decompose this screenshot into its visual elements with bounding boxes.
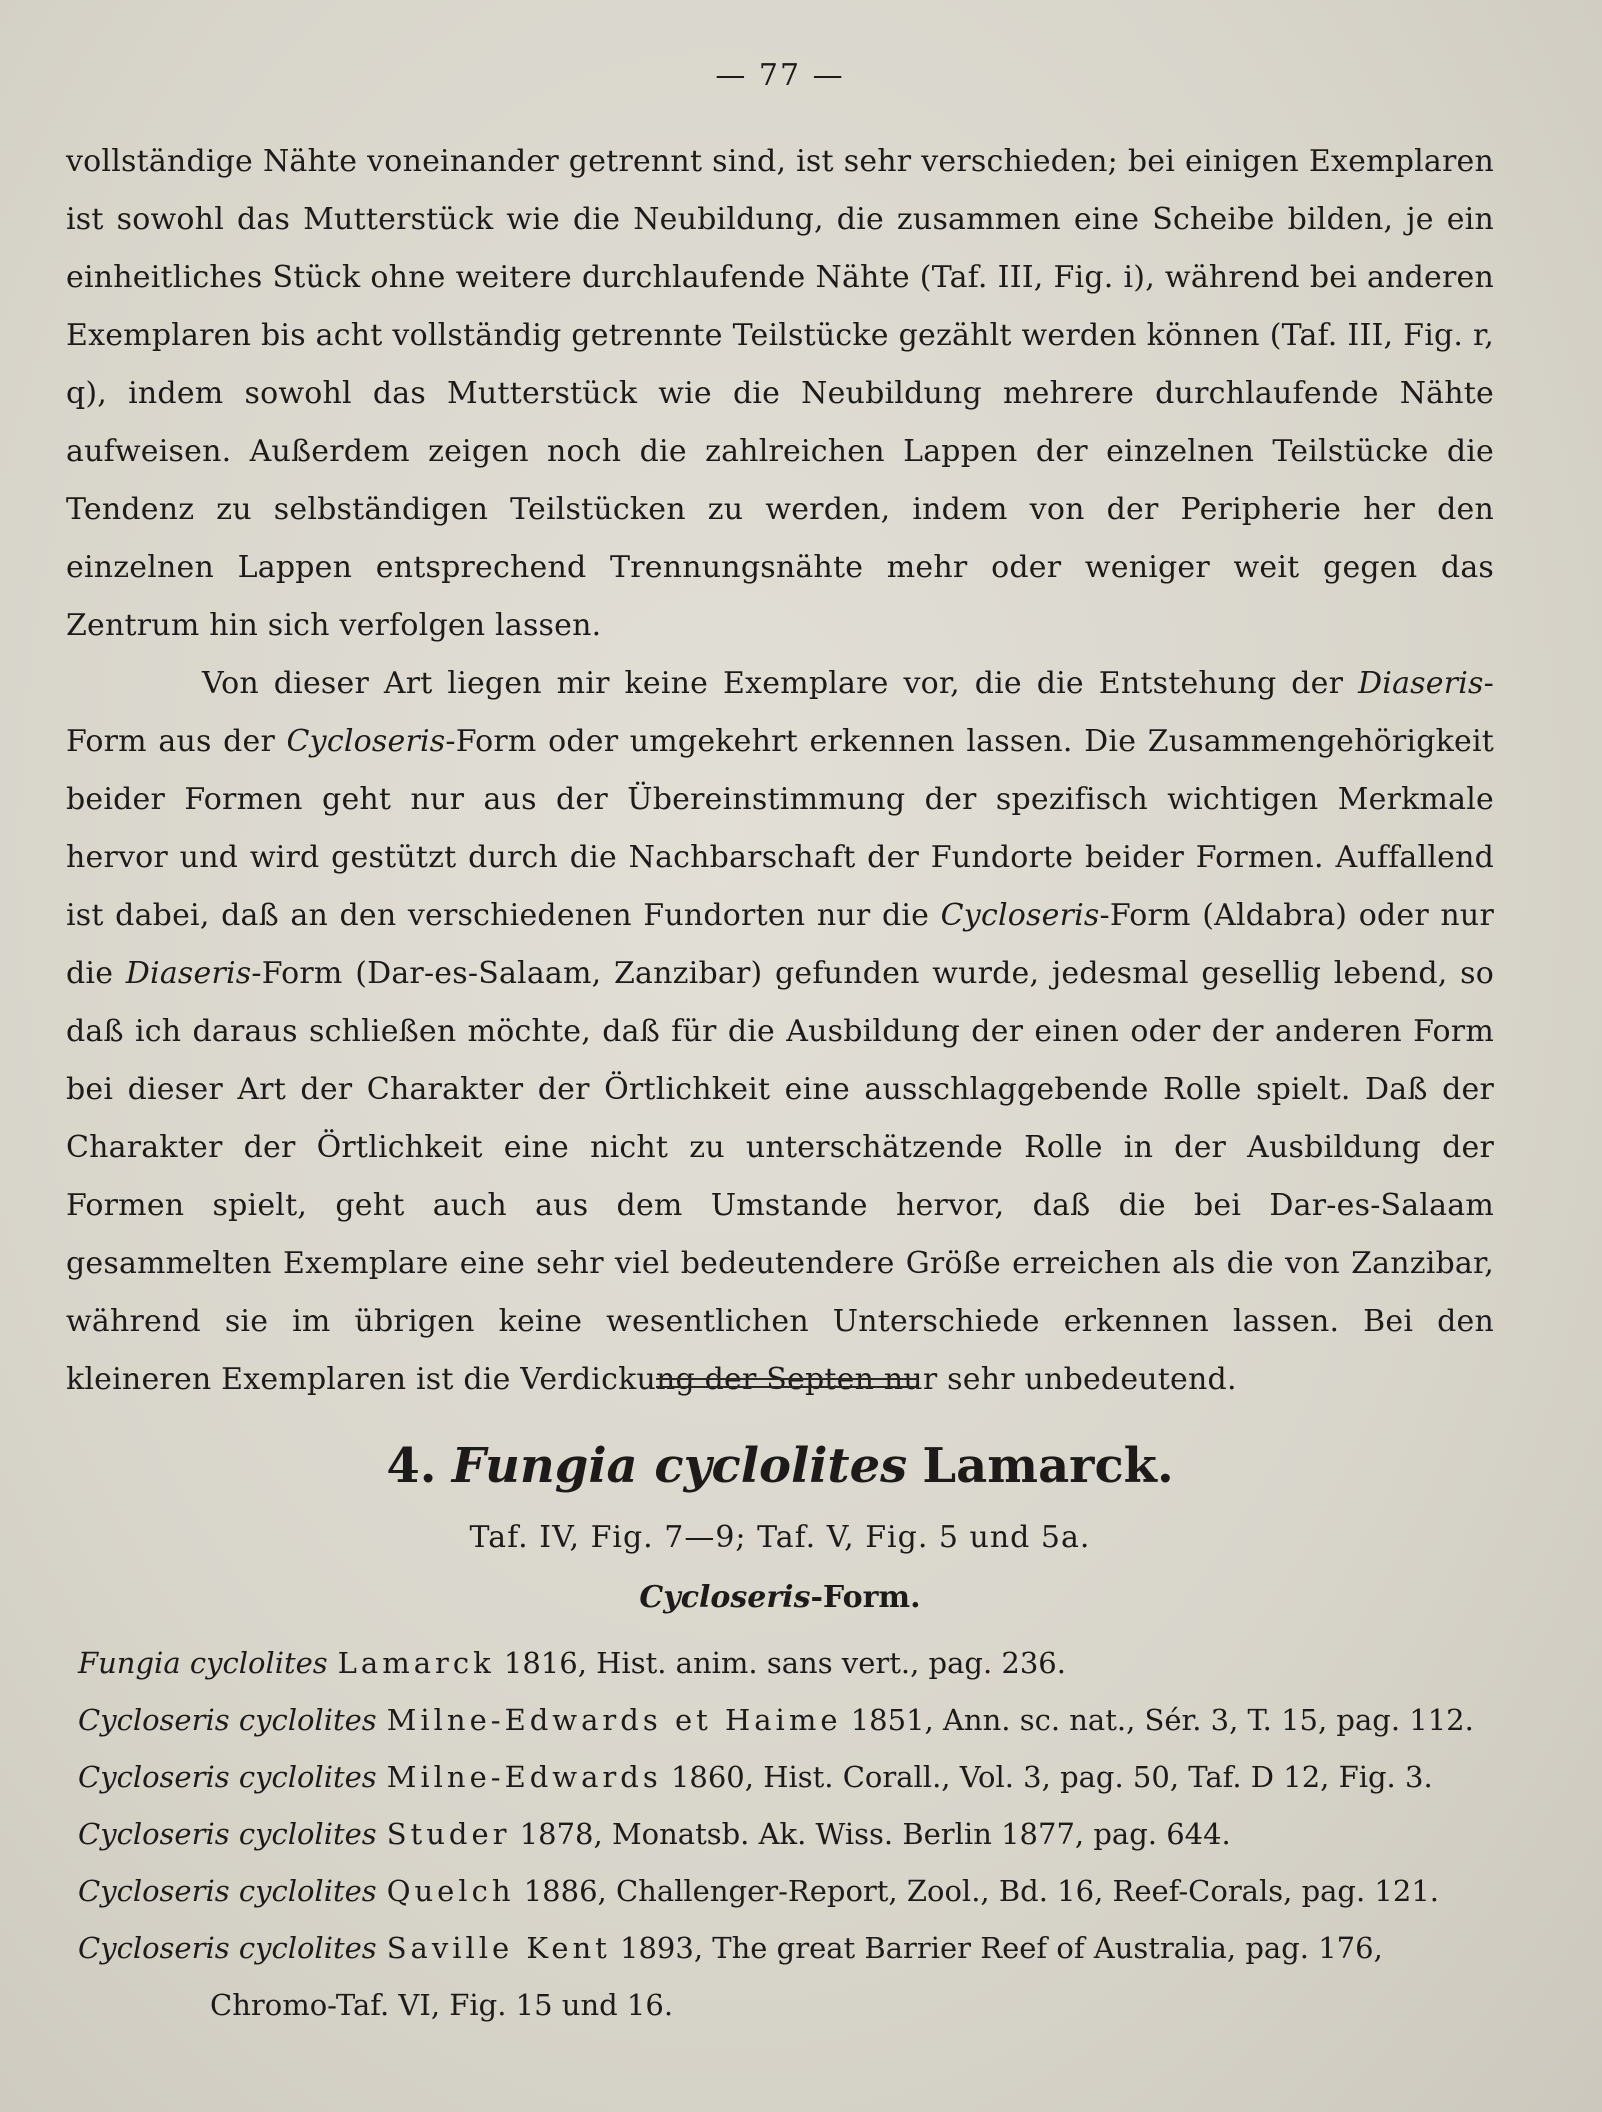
text-run: -Form aus der <box>66 666 1494 759</box>
synonym-name: Cycloseris cyclolites <box>78 1931 377 1965</box>
taxon-name: Cycloseris <box>286 724 446 759</box>
taxon-name: Diaseris <box>1358 666 1484 701</box>
synonym-citation: 1851, Ann. sc. nat., Sér. 3, T. 15, pag. 112. <box>850 1703 1474 1737</box>
synonymy-list <box>78 1635 1498 2034</box>
section-heading <box>0 1438 1560 1494</box>
synonymy-entry <box>78 1692 1498 1749</box>
synonym-name: Cycloseris cyclolites <box>78 1874 377 1908</box>
synonym-author: Milne-Edwards et Haime <box>386 1703 842 1737</box>
synonym-citation: 1886, Challenger-Report, Zool., Bd. 16, Reef-Corals, pag. 121. <box>523 1874 1439 1908</box>
species-name: Fungia cyclolites <box>451 1438 908 1494</box>
species-author: Lamarck. <box>922 1438 1174 1494</box>
synonymy-entry <box>78 1920 1498 1977</box>
plate-references: Taf. IV, Fig. 7—9; Taf. V, Fig. 5 und 5a. <box>469 1520 1091 1555</box>
synonym-citation: 1860, Hist. Corall., Vol. 3, pag. 50, Taf. D 12, Fig. 3. <box>670 1760 1433 1794</box>
synonym-author: Studer <box>386 1817 511 1851</box>
text-run: -Form oder umgekehrt erkennen lassen. Die Zusammengehörigkeit beider Formen geht nur aus der Übereinstimmung der spezifisch wichtigen Merkmale hervor und wird gestützt durch die Nachbarschaft der Fundorte beider Formen. Auffallend ist dabei, daß an den verschiedenen Fundorten nur die <box>66 724 1494 933</box>
synonymy-entry <box>78 1863 1498 1920</box>
form-suffix: -Form. <box>810 1580 921 1615</box>
taxon-name: Cycloseris <box>940 898 1100 933</box>
section-divider <box>656 1378 918 1388</box>
form-title <box>0 1580 1560 1615</box>
synonym-citation: 1878, Monatsb. Ak. Wiss. Berlin 1877, pag. 644. <box>519 1817 1231 1851</box>
synonym-author: Milne-Edwards <box>386 1760 662 1794</box>
paragraph-1-text: vollständige Nähte voneinander getrennt sind, ist sehr verschieden; bei einigen Exemplaren ist sowohl das Mutterstück wie die Neubildung, die zusammen eine Scheibe bilden, je ein einheitliches Stück ohne weitere durchlaufende Nähte (Taf. III, Fig. i), während bei anderen Exemplaren bis acht vollständig getrennte Teilstücke gezählt werden können (Taf. III, Fig. r, q), indem sowohl das Mutterstück wie die Neubildung mehrere durchlaufende Nähte aufweisen. Außerdem zeigen noch die zahlreichen Lappen der einzelnen Teilstücke die Tendenz zu selbständigen Teilstücken zu werden, indem von der Peripherie her den einzelnen Lappen entsprechend Trennungsnähte mehr oder weniger weit gegen das Zentrum hin sich verfolgen lassen. <box>66 144 1494 643</box>
text-run: -Form (Aldabra) oder nur die <box>66 898 1494 991</box>
synonymy-entry <box>78 1749 1498 1806</box>
section-number: 4. <box>386 1438 437 1494</box>
synonym-citation: 1893, The great Barrier Reef of Australia, pag. 176, <box>620 1931 1383 1965</box>
page-number: — 77 — <box>715 58 845 93</box>
synonym-name: Cycloseris cyclolites <box>78 1817 377 1851</box>
synonym-name: Fungia cyclolites <box>78 1646 328 1680</box>
text-run: Von dieser Art liegen mir keine Exemplare vor, die die Entstehung der <box>202 666 1359 701</box>
synonym-author: Lamarck <box>337 1646 495 1680</box>
synonym-citation: 1816, Hist. anim. sans vert., pag. 236. <box>503 1646 1066 1680</box>
synonymy-entry <box>78 1806 1498 1863</box>
paragraph-2 <box>66 655 1494 1409</box>
synonym-author: Saville Kent <box>386 1931 611 1965</box>
taxon-name: Diaseris <box>125 956 252 991</box>
body-text <box>66 133 1494 1409</box>
synonym-author: Quelch <box>386 1874 515 1908</box>
synonymy-entry <box>78 1635 1498 1692</box>
synonym-name: Cycloseris cyclolites <box>78 1703 377 1737</box>
synonym-name: Cycloseris cyclolites <box>78 1760 377 1794</box>
text-run: -Form (Dar-es-Salaam, Zanzibar) gefunden wurde, jedesmal gesellig lebend, so daß ich daraus schließen möchte, daß für die Ausbildung der einen oder der anderen Form bei dieser Art der Charakter der Örtlichkeit eine ausschlaggebende Rolle spielt. Daß der Charakter der Örtlichkeit eine nicht zu unterschätzende Rolle in der Ausbildung der Formen spielt, geht auch aus dem Umstande hervor, daß die bei Dar-es-Salaam gesammelten Exemplare eine sehr viel bedeutendere Größe erreichen als die von Zanzibar, während sie im übrigen keine wesentlichen Unterschiede erkennen lassen. Bei den kleineren Exemplaren ist die Verdickung der Septen nur sehr unbedeutend. <box>66 956 1494 1397</box>
form-name: Cycloseris <box>639 1580 811 1615</box>
synonymy-continuation: Chromo-Taf. VI, Fig. 15 und 16. <box>210 1988 674 2022</box>
paragraph-1 <box>66 133 1494 655</box>
